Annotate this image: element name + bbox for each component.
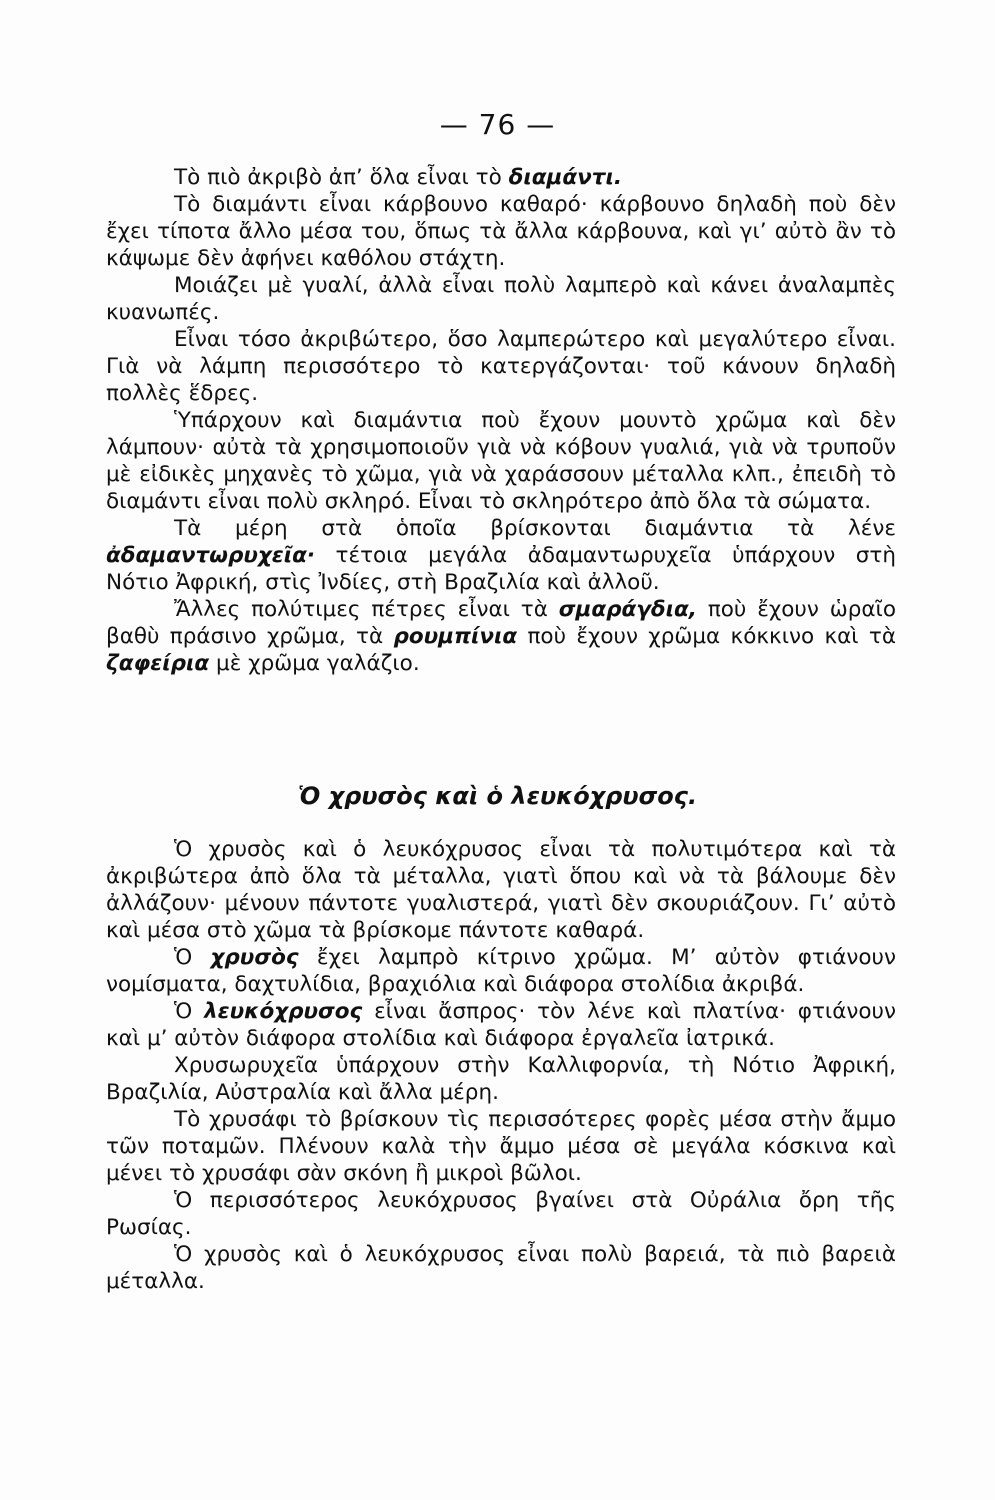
- emphasis-term: ἀδαμαντωρυχεῖα·: [106, 543, 316, 568]
- page-number: — 76 —: [439, 108, 556, 141]
- paragraph: [106, 515, 896, 596]
- paragraph: [106, 191, 896, 272]
- text: μὲ χρῶμα γαλάζιο.: [209, 651, 420, 676]
- text: εἶναι ἄσπρος· τὸν λένε καὶ πλατίνα· φτιάνουν καὶ μ’ αὐτὸν διάφορα στολίδια καὶ διάφορα ἐργαλεῖα ἰατρικά.: [106, 999, 896, 1051]
- text: Χρυσωρυχεῖα ὑπάρχουν στὴν Καλλιφορνία, τὴ Νότιο Ἀφρική, Βραζιλία, Αὐστραλία καὶ ἄλλα μέρη.: [106, 1053, 896, 1105]
- text: Ἄλλες πολύτιμες πέτρες εἶναι τὰ: [174, 597, 559, 622]
- emphasis-term: χρυσὸς: [210, 945, 299, 970]
- section-diamonds: [106, 164, 896, 677]
- paragraph: [106, 407, 896, 515]
- emphasis-term: ρουμπίνια: [393, 624, 518, 649]
- section-gold: [106, 836, 896, 1295]
- paragraph: [106, 836, 896, 944]
- text: τέτοια μεγάλα ἀδαμαντωρυχεῖα ὑπάρχουν στὴ Νότιο Ἀφρική, στὶς Ἰνδίες, στὴ Βραζιλία καὶ ἀλλοῦ.: [106, 543, 896, 595]
- paragraph: [106, 944, 896, 998]
- paragraph: [106, 1052, 896, 1106]
- text: Εἶναι τόσο ἀκριβώτερο, ὅσο λαμπερώτερο καὶ μεγαλύτερο εἶναι. Γιὰ νὰ λάμπη περισσότερο τὸ κατεργάζονται· τοῦ κάνουν δηλαδὴ πολλὲς ἕδρες.: [106, 327, 896, 406]
- text: Ὁ: [174, 945, 211, 970]
- text: Ὁ: [174, 999, 205, 1024]
- text: Τὰ μέρη στὰ ὁποῖα βρίσκονται διαμάντια τὰ λένε: [174, 516, 896, 541]
- paragraph: [106, 1106, 896, 1187]
- text: ἔχει λαμπρὸ κίτρινο χρῶμα. Μ’ αὐτὸν φτιάνουν νομίσματα, δαχτυλίδια, βραχιόλια καὶ διάφορα στολίδια ἀκριβά.: [106, 945, 896, 997]
- text: Τὸ χρυσάφι τὸ βρίσκουν τὶς περισσότερες φορὲς μέσα στὴν ἄμμο τῶν ποταμῶν. Πλένουν καλὰ τὴν ἄμμο μέσα σὲ μεγάλα κόσκινα καὶ μένει τὸ χρυσάφι σὰν σκόνη ἢ μικροὶ βῶλοι.: [106, 1107, 896, 1186]
- text: ποὺ ἔχουν ὡραῖο βαθὺ πράσινο χρῶμα, τὰ: [106, 597, 896, 649]
- emphasis-term: λευκόχρυσος: [204, 999, 363, 1024]
- paragraph: [106, 596, 896, 677]
- paragraph: [106, 164, 896, 191]
- emphasis-term: διαμάντι.: [508, 165, 623, 190]
- text: Μοιάζει μὲ γυαλί, ἀλλὰ εἶναι πολὺ λαμπερὸ καὶ κάνει ἀναλαμπὲς κυανωπές.: [106, 273, 896, 325]
- text: Τὸ διαμάντι εἶναι κάρβουνο καθαρό· κάρβουνο δηλαδὴ ποὺ δὲν ἔχει τίποτα ἄλλο μέσα του, ὅπως τὰ ἄλλα κάρβουνα, καὶ γι’ αὐτὸ ἂν τὸ κάψωμε δὲν ἀφήνει καθόλου στάχτη.: [106, 192, 896, 271]
- section-heading: Ὁ χρυσὸς καὶ ὁ λευκόχρυσος.: [297, 782, 698, 810]
- text: Ὁ χρυσὸς καὶ ὁ λευκόχρυσος εἶναι πολὺ βαρειά, τὰ πιὸ βαρειὰ μέταλλα.: [106, 1242, 896, 1294]
- text: Τὸ πιὸ ἀκριβὸ ἀπ’ ὅλα εἶναι τὸ: [174, 165, 509, 190]
- paragraph: [106, 1241, 896, 1295]
- emphasis-term: σμαράγδια,: [558, 597, 697, 622]
- text: ποὺ ἔχουν χρῶμα κόκκινο καὶ τὰ: [517, 624, 897, 649]
- text: Ὁ περισσότερος λευκόχρυσος βγαίνει στὰ Οὐράλια ὄρη τῆς Ρωσίας.: [106, 1188, 896, 1240]
- paragraph: [106, 272, 896, 326]
- emphasis-term: ζαφείρια: [106, 651, 210, 676]
- paragraph: [106, 1187, 896, 1241]
- text: Ὁ χρυσὸς καὶ ὁ λευκόχρυσος εἶναι τὰ πολυτιμότερα καὶ τὰ ἀκριβώτερα ἀπὸ ὅλα τὰ μέταλλα, γιατὶ ὅπου καὶ νὰ τὰ βάλουμε δὲν ἀλλάζουν· μένουν πάντοτε γυαλιστερά, γιατὶ δὲν σκουριάζουν. Γι’ αὐτὸ καὶ μέσα στὸ χῶμα τὰ βρίσκομε πάντοτε καθαρά.: [106, 837, 896, 943]
- text: Ὑπάρχουν καὶ διαμάντια ποὺ ἔχουν μουντὸ χρῶμα καὶ δὲν λάμπουν· αὐτὰ τὰ χρησιμοποιοῦν γιὰ νὰ κόβουν γυαλιά, γιὰ νὰ τρυποῦν μὲ εἰδικὲς μηχανὲς τὸ χῶμα, γιὰ νὰ χαράσσουν μέταλλα κλπ., ἐπειδὴ τὸ διαμάντι εἶναι πολὺ σκληρό. Εἶναι τὸ σκληρότερο ἀπὸ ὅλα τὰ σώματα.: [106, 408, 896, 514]
- paragraph: [106, 998, 896, 1052]
- paragraph: [106, 326, 896, 407]
